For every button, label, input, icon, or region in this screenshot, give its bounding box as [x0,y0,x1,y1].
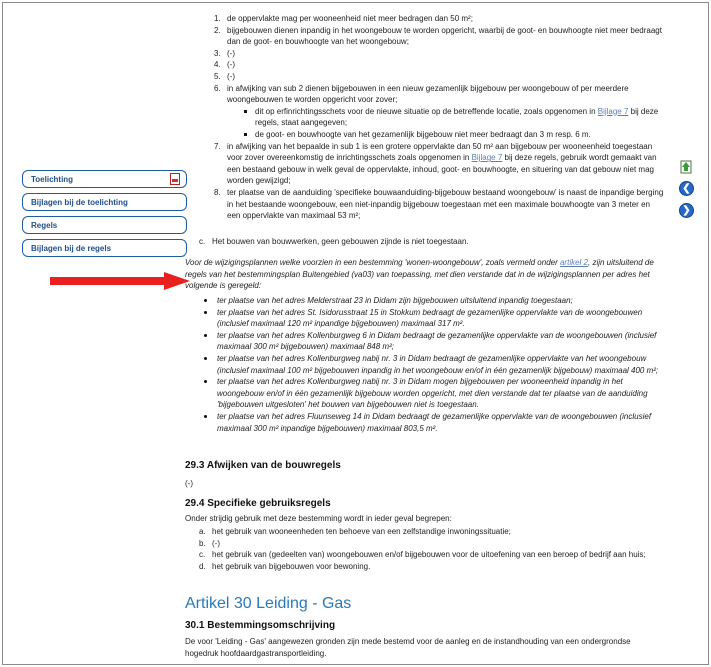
list-number: 8. [214,187,221,197]
section-heading: 29.3 Afwijken van de bouwregels [185,460,341,471]
list-item: ter plaatse van het adres Kollenburgweg 6 in Didam bedraagt de gezamenlijke oppervlakte van de woongebouwen (inclusief maximaal 300 m² bijgebouwen) maximaal 848 m²; [199,330,665,353]
bijlage-7-link[interactable]: Bijlage 7 [597,106,629,116]
list-number: c. [199,550,206,560]
section-intro: Onder strijdig gebruik met deze bestemming wordt in ieder geval begrepen: [185,513,452,523]
sub-list-item [241,129,665,141]
list-item [214,25,665,48]
list-text: ter plaatse van de aanduiding 'specifieke bouwaanduiding-bijgebouw bestaand woongebouw' is naast de inpandige berging in het bestaande woongebouw, een niet-inpandig bijgebouw toegestaan met een maximale bouwhoogte van 3 meter en een oppervlakte van maximaal 53 m²; [227,187,664,221]
list-item [199,236,665,248]
section-body: (-) [185,478,193,488]
list-number: a. [199,527,206,537]
section-29-3 [185,460,665,489]
list-number: 4. [214,60,221,70]
list-text: het gebruik van (gedeelten van) woongebouwen en/of bijgebouwen voor de uitoefening van een beroep of bedrijf aan huis; [212,550,646,560]
artikel-2-link[interactable]: artikel 2 [559,258,588,267]
list-item [214,141,665,187]
sidebar-item-label: Bijlagen bij de regels [31,244,112,253]
lettered-list [199,526,665,572]
list-number: d. [199,561,206,571]
sub-list-item [241,106,665,129]
sidebar-item-label: Toelichting [31,175,74,184]
list-item [214,59,665,71]
list-text: dit op erfinrichtingsschets voor de nieuwe situatie op de betreffende locatie, zoals opgenomen in [255,106,598,116]
list-number: 3. [214,48,221,58]
intro-text: Voor de wijzigingsplannen welke voorzien in een bestemming 'wonen-woongebouw', zoals vermeld onder [185,258,560,267]
numbered-list [214,13,665,222]
list-text: bijgebouwen dienen inpandig in het woongebouw te worden opgericht, waarbij de goot- en bouwhoogte niet meer bedraagt dan de goot- en bouwhoogte van het woongebouw; [227,25,662,47]
list-text: bij deze regels, gebruik wordt gemaakt van een bestaand gebouw in welk geval de oppervlakte, inhoud, goot- en bouwhoogte, en situering van dat gebouw niet mag worden gewijzigd; [227,153,657,186]
list-item [214,83,665,141]
app-window [2,2,709,665]
list-item: ter plaatse van het adres Melderstraat 23 in Didam zijn bijgebouwen uitsluitend inpandig toegestaan; [199,295,665,307]
sidebar-item-label: Regels [31,221,58,230]
sidebar-item-regels[interactable] [22,216,187,234]
sidebar-item-bijlagen-toelichting[interactable] [22,193,187,211]
document-content [177,3,663,664]
list-text: de oppervlakte mag per wooneenheid niet meer bedragen dan 50 m²; [227,14,473,23]
list-item [199,549,665,561]
list-item: ter plaatse van het adres Kollenburgweg nabij nr. 3 in Didam bedraagt de gezamenlijke oppervlakte van het woongebouw (inclusief maximaal 100 m² bijgebouwen inpandig in het woongebouw en/of in één gezamenlijk bijgebouw) maximaal 400 m²; [199,353,665,376]
document-top-icon[interactable] [679,159,694,174]
list-number: c. [199,237,206,246]
address-list [199,295,665,434]
list-text: de goot- en bouwhoogte van het gezamenlijk bijgebouw niet meer bedraagt dan 3 m resp. 6 m. [255,129,591,139]
back-arrow-icon[interactable]: ❮ [679,181,694,196]
item-c [199,236,665,248]
list-item: ter plaatse van het adres Fluunseweg 14 in Didam bedraagt de gezamenlijke oppervlakte van de woongebouwen (inclusief maximaal 300 m² inpandige bijgebouwen) maximaal 803,5 m². [199,411,665,434]
list-text: het gebruik van bijgebouwen voor bewoning. [212,561,371,571]
list-number: 2. [214,25,221,35]
list-number: 1. [214,14,221,23]
list-text: in afwijking van sub 2 dienen bijgebouwen in een nieuw gezamenlijk bijgebouw per woongebouw of per meerdere woongebouwen te worden opgericht voor zover; [227,83,629,105]
sidebar-item-bijlagen-regels[interactable] [22,239,187,257]
sidebar-item-toelichting[interactable] [22,170,187,188]
list-number: 7. [214,141,221,151]
red-arrow-icon [50,272,190,290]
list-text: bij deze regels, staat aangegeven; [255,106,659,128]
list-text: in afwijking van het bepaalde in sub 1 is een grotere oppervlakte dan 50 m² aan bijgebouw per wooneenheid toegestaan voor zover overeenkomstig de inrichtingsschets zoals opgenomen in [227,141,653,163]
left-sidebar [3,3,173,664]
list-text: (-) [227,71,235,81]
bijlage-7-link[interactable]: Bijlage 7 [471,153,503,163]
italic-intro [185,257,665,292]
list-text: het gebruik van wooneenheden ten behoeve van een zelfstandige inwoningssituatie; [212,527,511,537]
intro-text: , zijn uitsluitend de regels van het bestemmingsplan Buitengebied (va03) van toepassing, met dien verstande dat in de wijzigingsplannen per adres het volgende is geregeld: [185,258,654,291]
list-item [214,13,665,25]
list-item [199,561,665,573]
list-text: Het bouwen van bouwwerken, geen gebouwen zijnde is niet toegestaan. [212,237,469,246]
section-heading: 29.4 Specifieke gebruiksregels [185,498,331,509]
list-number: 6. [214,83,221,93]
list-item [214,71,665,83]
list-number: b. [199,538,206,548]
list-item: ter plaatse van het adres Kollenburgweg nabij nr. 3 in Didam mogen bijgebouwen per wooneenheid inpandig in het woongebouw en/of in één gezamenlijk bijgebouw worden opgericht, met dien verstande dat ter plaatse van de aanduiding 'bijgebouwen uitgesloten' het bouwen van bijgebouwen niet is toegestaan. [199,376,665,411]
list-item: ter plaatse van het adres St. Isidorusstraat 15 in Stokkum bedraagt de gezamenlijke oppervlakte van de woongebouwen (inclusief maximaal 120 m² inpandige bijgebouwen) maximaal 317 m². [199,307,665,330]
list-text: (-) [212,538,220,548]
list-item [199,538,665,550]
article-30 [185,595,665,659]
list-item [214,48,665,60]
list-item [199,526,665,538]
forward-arrow-icon[interactable]: ❯ [679,203,694,218]
sidebar-item-label: Bijlagen bij de toelichting [31,198,128,207]
list-text: (-) [227,48,235,58]
section-29-4 [185,498,665,573]
article-heading: Artikel 30 Leiding - Gas [185,595,352,612]
section-heading: 30.1 Bestemmingsomschrijving [185,619,336,631]
list-number: 5. [214,71,221,81]
list-item [214,187,665,222]
section-body: De voor 'Leiding - Gas' aangewezen gronden zijn mede bestemd voor de aanleg en de instandhouding van een ondergrondse hogedruk hoofdaardgastransportleiding. [185,637,631,658]
sub-list [241,106,665,141]
list-text: (-) [227,60,235,70]
